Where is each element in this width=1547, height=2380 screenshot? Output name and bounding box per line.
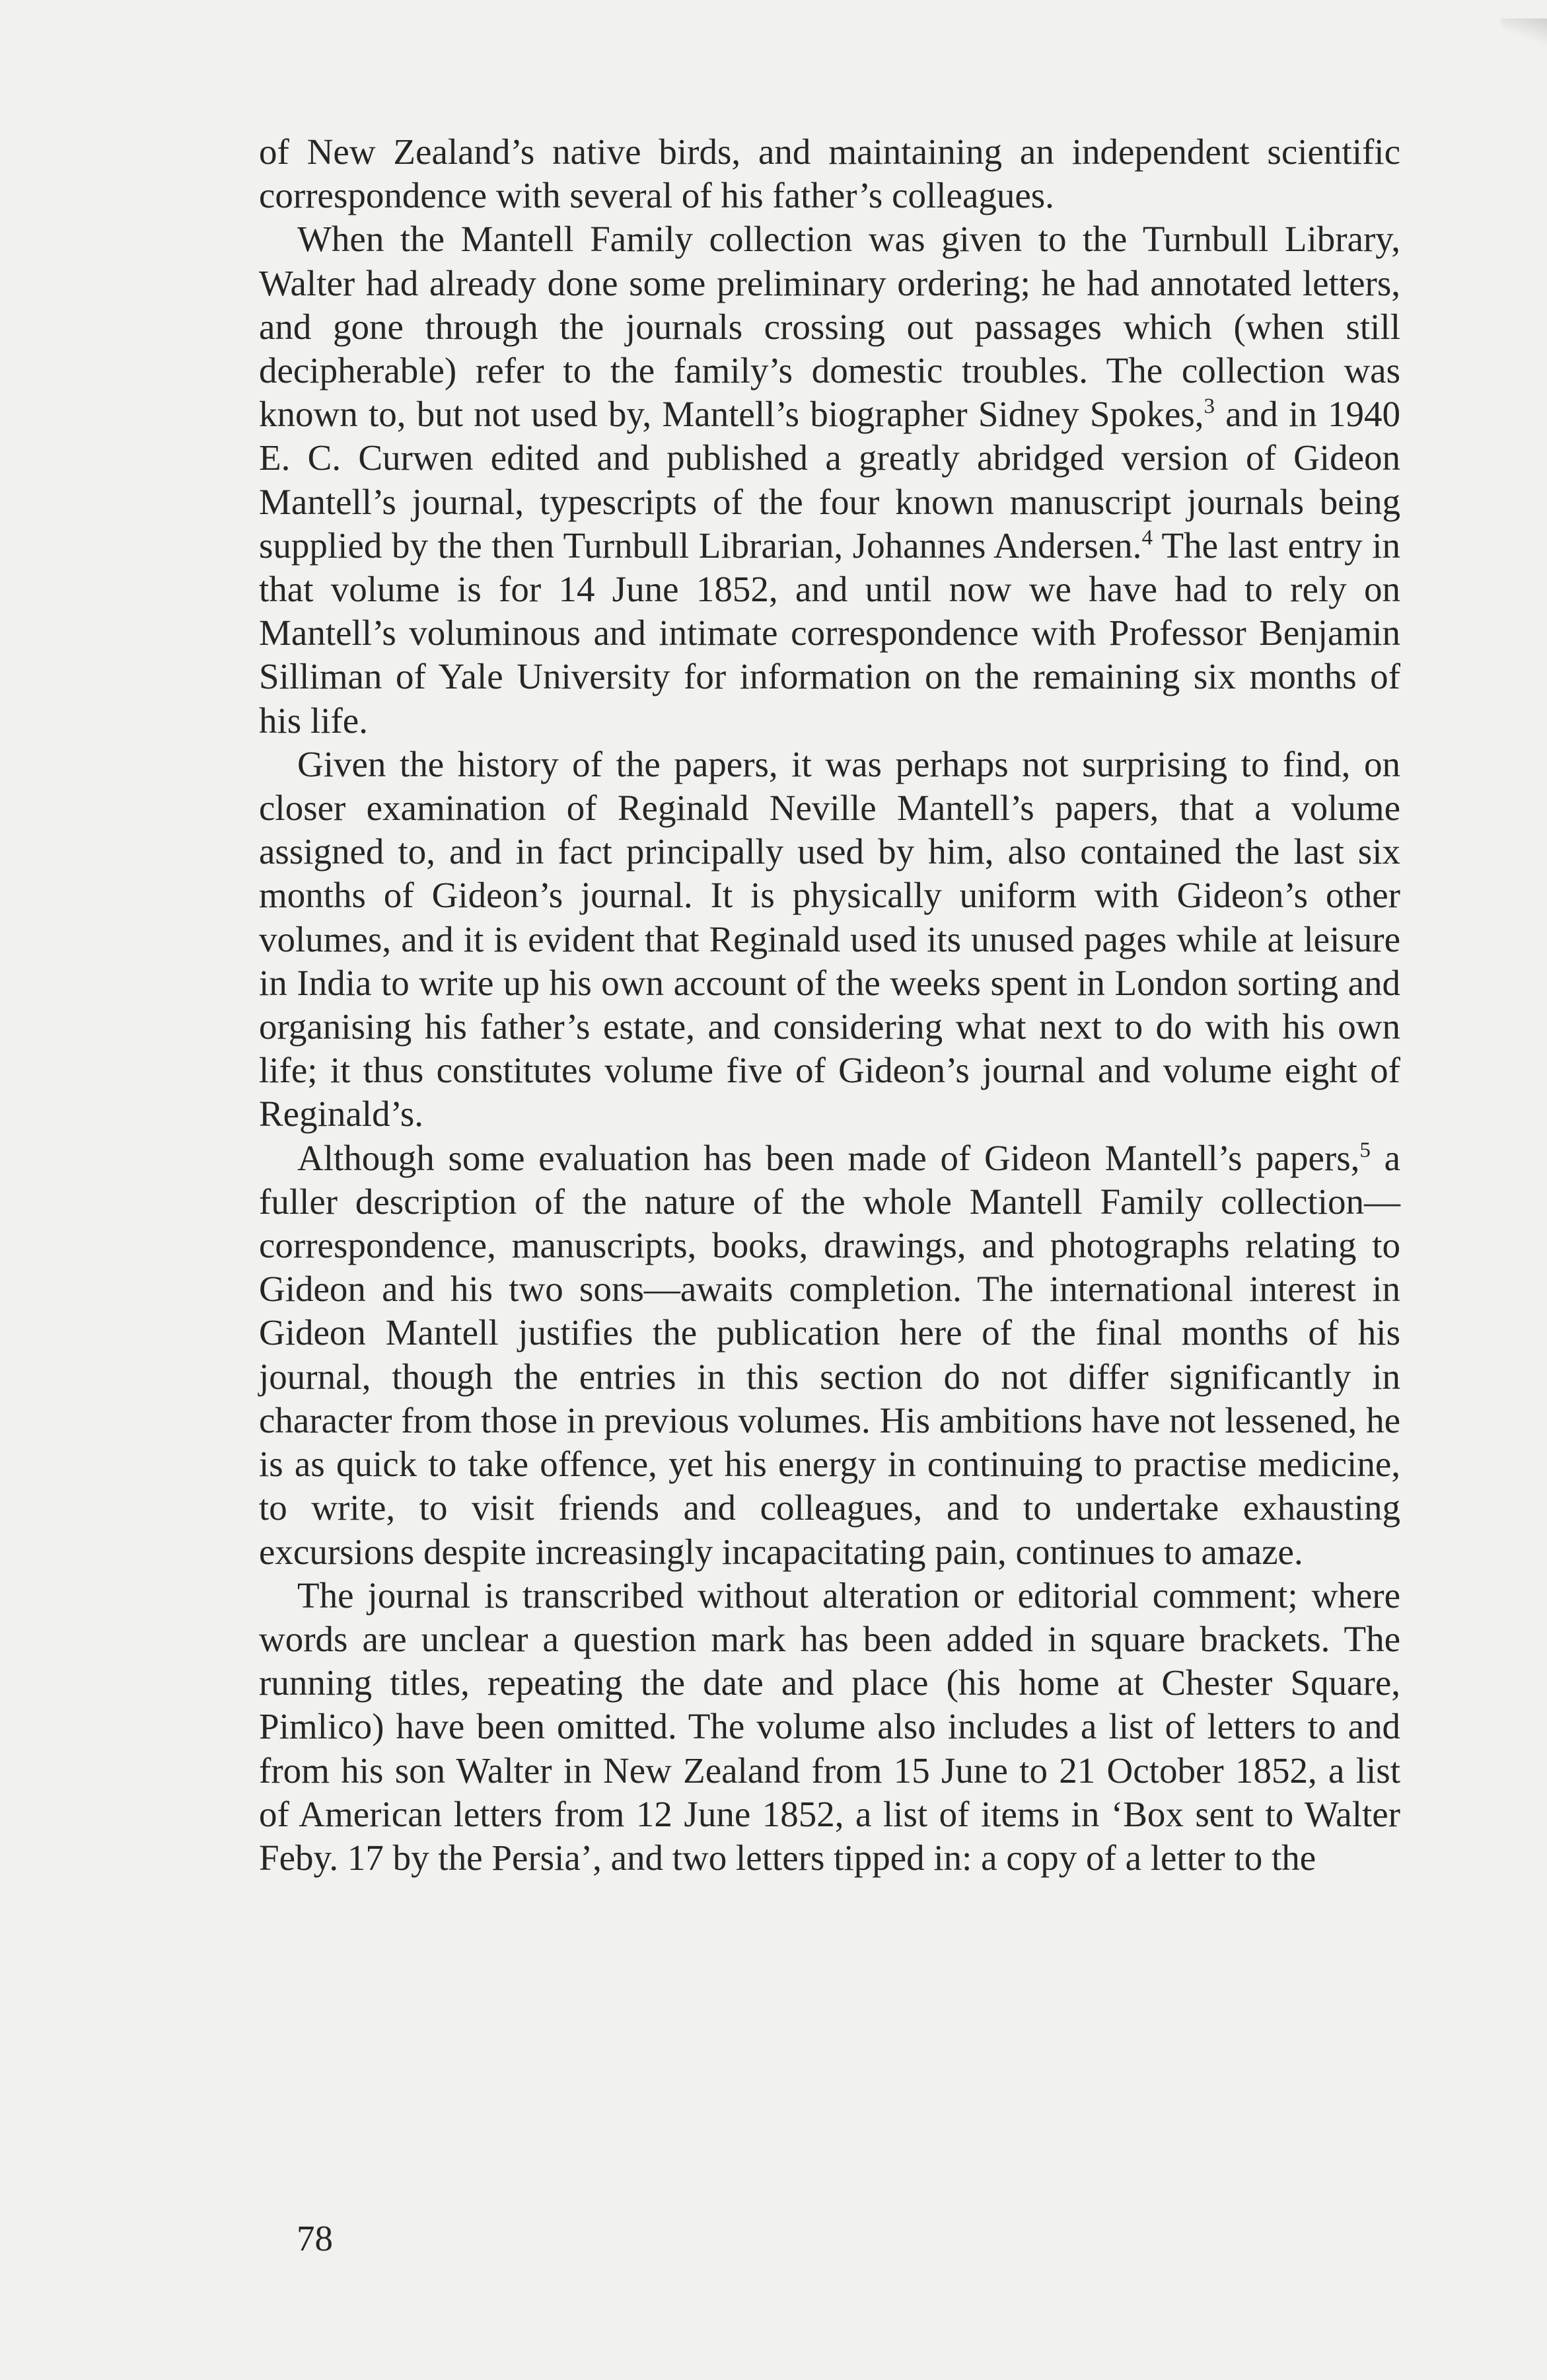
- paragraph: [259, 1574, 1400, 1880]
- text-run: a fuller description of the nature of the whole Mantell Family collection—correspondence, manuscripts, books, drawings, and photographs relating to Gideon and his two sons—awaits completion. The international interest in Gideon Mantell justifies the publication here of the final months of his journal, though the entries in this section do not differ significantly in character from those in previous volumes. His ambitions have not lessened, he is as quick to take offence, yet his energy in continuing to practise medicine, to write, to visit friends and colleagues, and to undertake exhausting excursions despite increasingly incapacitating pain, continues to amaze.: [259, 1137, 1400, 1572]
- page-corner-shadow: [1501, 19, 1547, 49]
- paragraph: [259, 1136, 1400, 1574]
- body-text: [259, 130, 1400, 1880]
- text-run: Although some evaluation has been made of Gideon Mantell’s papers,: [297, 1137, 1360, 1178]
- text-run: The last entry in that volume is for 14 June 1852, and until now we have had to rely on Mantell’s voluminous and intimate correspondence with Professor Benjamin Silliman of Yale University for information on the remaining six months of his life.: [259, 525, 1400, 741]
- paragraph: [259, 743, 1400, 1136]
- text-run: When the Mantell Family collection was given to the Turnbull Library, Walter had already done some preliminary ordering; he had annotated letters, and gone through the journals crossing out passages which (when still decipherable) refer to the family’s domestic troubles. The collection was known to, but not used by, Mantell’s biographer Sidney Spokes,: [259, 219, 1400, 435]
- text-run: of New Zealand’s native birds, and maintaining an independent scientific correspondence with several of his father’s colleagues.: [259, 131, 1400, 216]
- footnote-ref: 5: [1359, 1138, 1371, 1162]
- text-run: The journal is transcribed without alteration or editorial comment; where words are unclear a question mark has been added in square brackets. The running titles, repeating the date and place (his home at Chester Square, Pimlico) have been omitted. The volume also includes a list of letters to and from his son Walter in New Zealand from 15 June to 21 October 1852, a list of American letters from 12 June 1852, a list of items in ‘Box sent to Walter Feby. 17 by the Persia’, and two letters tipped in: a copy of a letter to the: [259, 1575, 1400, 1878]
- page-number: 78: [297, 2218, 333, 2258]
- paragraph: [259, 130, 1400, 217]
- text-run: Given the history of the papers, it was perhaps not surprising to find, on closer examination of Reginald Neville Mantell’s papers, that a volume assigned to, and in fact principally used by him, also contained the last six months of Gideon’s journal. It is physically uniform with Gideon’s other volumes, and it is evident that Reginald used its unused pages while at leisure in India to write up his own account of the weeks spent in London sorting and organising his father’s estate, and considering what next to do with his own life; it thus constitutes volume five of Gideon’s journal and volume eight of Reginald’s.: [259, 743, 1400, 1134]
- paragraph: [259, 217, 1400, 742]
- footnote-ref: 4: [1141, 525, 1153, 550]
- footnote-ref: 3: [1204, 394, 1215, 419]
- text-run: and in 1940 E. C. Curwen edited and published a greatly abridged version of Gideon Mantell’s journal, typescripts of the four known manuscript journals being supplied by the then Turnbull Librarian, Johannes Andersen.: [259, 394, 1400, 566]
